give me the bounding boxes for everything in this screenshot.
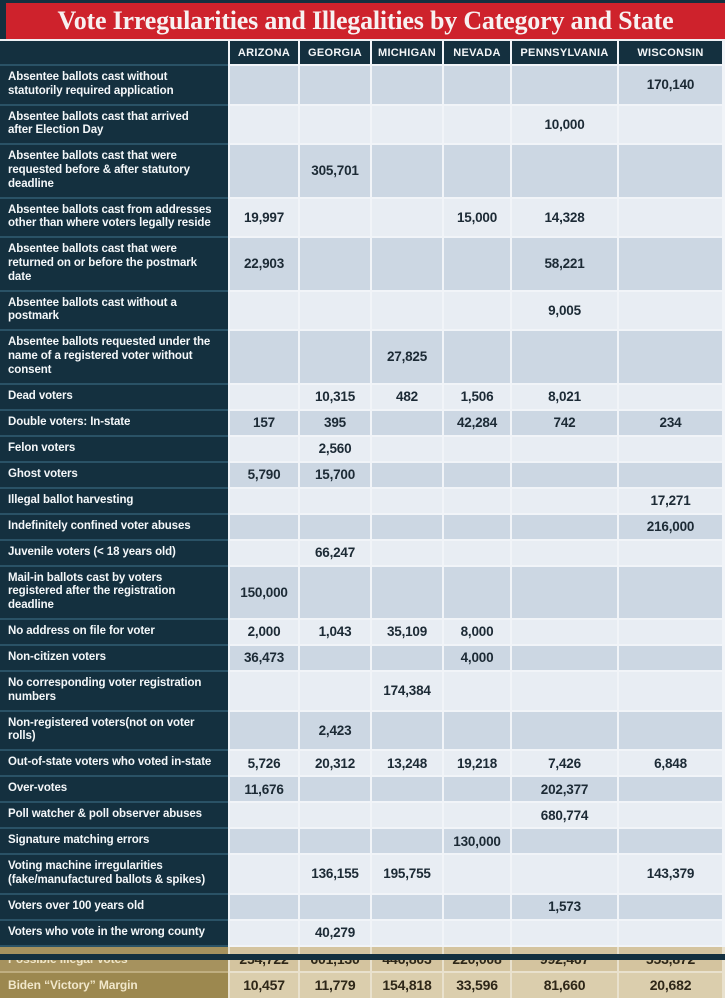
- value-cell: 1,506: [444, 385, 510, 409]
- table-row: [0, 751, 725, 777]
- table-row: [0, 66, 725, 106]
- value-cell: [230, 292, 298, 330]
- value-cell: 40,279: [300, 921, 370, 945]
- row-label: Absentee ballots cast that arrived after Election Day: [0, 106, 228, 144]
- value-cell: [230, 803, 298, 827]
- value-cell: 150,000: [230, 567, 298, 618]
- table-row: [0, 292, 725, 332]
- table-row: [0, 646, 725, 672]
- value-cell: [230, 66, 298, 104]
- value-cell: [300, 292, 370, 330]
- row-label: Mail-in ballots cast by voters registered after the registration deadline: [0, 567, 228, 618]
- value-cell: [300, 803, 370, 827]
- value-cell: [230, 515, 298, 539]
- table-row: [0, 803, 725, 829]
- table-row: [0, 199, 725, 239]
- table-row: [0, 145, 725, 198]
- value-cell: 742: [512, 411, 617, 435]
- value-cell: [230, 437, 298, 461]
- value-cell: 6,848: [619, 751, 722, 775]
- value-cell: 154,818: [372, 973, 442, 997]
- value-cell: 4,000: [444, 646, 510, 670]
- row-label: Non-registered voters(not on voter rolls): [0, 712, 228, 750]
- value-cell: 395: [300, 411, 370, 435]
- row-label: Non-citizen voters: [0, 646, 228, 670]
- value-cell: [372, 567, 442, 618]
- value-cell: [619, 672, 722, 710]
- value-cell: [619, 829, 722, 853]
- value-cell: [300, 567, 370, 618]
- value-cell: 19,997: [230, 199, 298, 237]
- value-cell: [372, 803, 442, 827]
- row-label: Ghost voters: [0, 463, 228, 487]
- table-row: [0, 106, 725, 146]
- value-cell: [300, 331, 370, 382]
- value-cell: [512, 145, 617, 196]
- value-cell: [372, 921, 442, 945]
- value-cell: 305,701: [300, 145, 370, 196]
- row-label: Illegal ballot harvesting: [0, 489, 228, 513]
- value-cell: [300, 895, 370, 919]
- table-row: [0, 855, 725, 895]
- value-cell: [300, 238, 370, 289]
- row-label: Double voters: In-state: [0, 411, 228, 435]
- row-label: No corresponding voter registration numbers: [0, 672, 228, 710]
- value-cell: 35,109: [372, 620, 442, 644]
- value-cell: [230, 331, 298, 382]
- value-cell: 202,377: [512, 777, 617, 801]
- value-cell: [230, 829, 298, 853]
- table-row: [0, 331, 725, 384]
- value-cell: 11,779: [300, 973, 370, 997]
- value-cell: [512, 672, 617, 710]
- value-cell: 13,248: [372, 751, 442, 775]
- value-cell: 1,573: [512, 895, 617, 919]
- value-cell: 2,560: [300, 437, 370, 461]
- value-cell: 136,155: [300, 855, 370, 893]
- row-label: No address on file for voter: [0, 620, 228, 644]
- value-cell: [444, 855, 510, 893]
- value-cell: [372, 145, 442, 196]
- column-header-pennsylvania: PENNSYLVANIA: [512, 41, 617, 64]
- table-row: [0, 712, 725, 752]
- table-row: [0, 515, 725, 541]
- table-row: [0, 777, 725, 803]
- value-cell: [619, 238, 722, 289]
- value-cell: [619, 199, 722, 237]
- value-cell: [372, 895, 442, 919]
- value-cell: [619, 921, 722, 945]
- column-header-michigan: MICHIGAN: [372, 41, 442, 64]
- value-cell: [444, 895, 510, 919]
- column-header-row: [0, 41, 725, 66]
- row-label: Indefinitely confined voter abuses: [0, 515, 228, 539]
- table-row: [0, 437, 725, 463]
- value-cell: [230, 672, 298, 710]
- row-label: Felon voters: [0, 437, 228, 461]
- value-cell: [512, 515, 617, 539]
- row-label: Voting machine irregularities (fake/manufactured ballots & spikes): [0, 855, 228, 893]
- value-cell: [512, 620, 617, 644]
- value-cell: [512, 66, 617, 104]
- value-cell: 482: [372, 385, 442, 409]
- table-row: [0, 411, 725, 437]
- header-corner-cell: [0, 41, 228, 64]
- value-cell: [230, 921, 298, 945]
- value-cell: 19,218: [444, 751, 510, 775]
- value-cell: 8,021: [512, 385, 617, 409]
- value-cell: [372, 463, 442, 487]
- table-row: [0, 238, 725, 291]
- value-cell: 5,790: [230, 463, 298, 487]
- value-cell: 10,457: [230, 973, 298, 997]
- value-cell: [619, 437, 722, 461]
- value-cell: 11,676: [230, 777, 298, 801]
- table-row: [0, 895, 725, 921]
- row-label: Dead voters: [0, 385, 228, 409]
- value-cell: [444, 921, 510, 945]
- row-label: Absentee ballots cast without a postmark: [0, 292, 228, 330]
- value-cell: [372, 106, 442, 144]
- table-row: [0, 672, 725, 712]
- value-cell: [300, 515, 370, 539]
- value-cell: [619, 895, 722, 919]
- value-cell: [444, 292, 510, 330]
- title-banner: [0, 0, 725, 39]
- table-body: [0, 66, 725, 998]
- value-cell: [444, 515, 510, 539]
- value-cell: [512, 463, 617, 487]
- row-label: Absentee ballots cast that were returned on or before the postmark date: [0, 238, 228, 289]
- row-label: Over-votes: [0, 777, 228, 801]
- table-row: [0, 541, 725, 567]
- row-label: Absentee ballots cast without statutorily required application: [0, 66, 228, 104]
- row-label: Signature matching errors: [0, 829, 228, 853]
- value-cell: [230, 712, 298, 750]
- value-cell: [444, 238, 510, 289]
- value-cell: 15,000: [444, 199, 510, 237]
- value-cell: 17,271: [619, 489, 722, 513]
- value-cell: [372, 437, 442, 461]
- value-cell: [619, 803, 722, 827]
- value-cell: 15,700: [300, 463, 370, 487]
- table-row: [0, 921, 725, 947]
- value-cell: [230, 145, 298, 196]
- value-cell: 170,140: [619, 66, 722, 104]
- value-cell: [619, 463, 722, 487]
- value-cell: [300, 199, 370, 237]
- value-cell: 8,000: [444, 620, 510, 644]
- row-label: Absentee ballots requested under the name of a registered voter without consent: [0, 331, 228, 382]
- row-label: Voters who vote in the wrong county: [0, 921, 228, 945]
- value-cell: [300, 646, 370, 670]
- value-cell: [372, 541, 442, 565]
- value-cell: 174,384: [372, 672, 442, 710]
- value-cell: [444, 489, 510, 513]
- value-cell: [230, 895, 298, 919]
- value-cell: 9,005: [512, 292, 617, 330]
- row-label: Juvenile voters (< 18 years old): [0, 541, 228, 565]
- value-cell: [230, 541, 298, 565]
- value-cell: [619, 292, 722, 330]
- value-cell: 7,426: [512, 751, 617, 775]
- table-row: [0, 385, 725, 411]
- value-cell: 680,774: [512, 803, 617, 827]
- value-cell: [230, 385, 298, 409]
- value-cell: [372, 238, 442, 289]
- value-cell: 81,660: [512, 973, 617, 997]
- value-cell: [512, 541, 617, 565]
- table-row: [0, 829, 725, 855]
- value-cell: [230, 106, 298, 144]
- value-cell: [619, 541, 722, 565]
- value-cell: [619, 331, 722, 382]
- row-label: Absentee ballots cast that were requested before & after statutory deadline: [0, 145, 228, 196]
- value-cell: 20,312: [300, 751, 370, 775]
- column-header-arizona: ARIZONA: [230, 41, 298, 64]
- value-cell: [444, 672, 510, 710]
- value-cell: [619, 385, 722, 409]
- table-row: [0, 463, 725, 489]
- value-cell: 2,423: [300, 712, 370, 750]
- value-cell: 157: [230, 411, 298, 435]
- value-cell: [444, 712, 510, 750]
- value-cell: [512, 921, 617, 945]
- value-cell: [512, 437, 617, 461]
- bottom-border-bar: [0, 954, 725, 960]
- value-cell: [512, 829, 617, 853]
- value-cell: 143,379: [619, 855, 722, 893]
- value-cell: 66,247: [300, 541, 370, 565]
- value-cell: [444, 66, 510, 104]
- value-cell: [512, 331, 617, 382]
- value-cell: 27,825: [372, 331, 442, 382]
- value-cell: [444, 106, 510, 144]
- value-cell: 195,755: [372, 855, 442, 893]
- value-cell: [444, 567, 510, 618]
- row-label: Biden “Victory” Margin: [0, 973, 228, 997]
- value-cell: [444, 463, 510, 487]
- value-cell: [300, 106, 370, 144]
- column-header-wisconsin: WISCONSIN: [619, 41, 722, 64]
- table-row: [0, 489, 725, 515]
- value-cell: [619, 646, 722, 670]
- value-cell: [619, 777, 722, 801]
- value-cell: [300, 777, 370, 801]
- table-row: [0, 620, 725, 646]
- value-cell: [372, 411, 442, 435]
- value-cell: [372, 489, 442, 513]
- value-cell: [444, 145, 510, 196]
- value-cell: 1,043: [300, 620, 370, 644]
- column-header-nevada: NEVADA: [444, 41, 510, 64]
- value-cell: [300, 489, 370, 513]
- value-cell: 14,328: [512, 199, 617, 237]
- value-cell: [372, 646, 442, 670]
- value-cell: [444, 541, 510, 565]
- row-label: Poll watcher & poll observer abuses: [0, 803, 228, 827]
- value-cell: [230, 855, 298, 893]
- value-cell: [619, 106, 722, 144]
- row-label: Voters over 100 years old: [0, 895, 228, 919]
- value-cell: 36,473: [230, 646, 298, 670]
- value-cell: [230, 489, 298, 513]
- value-cell: [372, 66, 442, 104]
- value-cell: 5,726: [230, 751, 298, 775]
- value-cell: [512, 855, 617, 893]
- value-cell: [512, 489, 617, 513]
- value-cell: [619, 145, 722, 196]
- value-cell: [619, 620, 722, 644]
- value-cell: 22,903: [230, 238, 298, 289]
- table-row: [0, 567, 725, 620]
- value-cell: 10,315: [300, 385, 370, 409]
- value-cell: [372, 777, 442, 801]
- value-cell: [372, 292, 442, 330]
- value-cell: [512, 712, 617, 750]
- value-cell: [512, 646, 617, 670]
- value-cell: [444, 331, 510, 382]
- value-cell: 33,596: [444, 973, 510, 997]
- value-cell: 20,682: [619, 973, 722, 997]
- value-cell: 216,000: [619, 515, 722, 539]
- value-cell: [444, 777, 510, 801]
- row-label: Absentee ballots cast from addresses other than where voters legally reside: [0, 199, 228, 237]
- row-label: Out-of-state voters who voted in-state: [0, 751, 228, 775]
- value-cell: [300, 672, 370, 710]
- value-cell: 234: [619, 411, 722, 435]
- value-cell: [444, 437, 510, 461]
- value-cell: [372, 515, 442, 539]
- value-cell: [372, 199, 442, 237]
- value-cell: [619, 567, 722, 618]
- value-cell: [300, 66, 370, 104]
- column-header-georgia: GEORGIA: [300, 41, 370, 64]
- table-row: [0, 973, 725, 997]
- page-title: Vote Irregularities and Illegalities by Category and State: [57, 6, 674, 35]
- value-cell: [372, 712, 442, 750]
- value-cell: [512, 567, 617, 618]
- value-cell: 10,000: [512, 106, 617, 144]
- value-cell: 42,284: [444, 411, 510, 435]
- value-cell: [372, 829, 442, 853]
- value-cell: 130,000: [444, 829, 510, 853]
- value-cell: [619, 712, 722, 750]
- value-cell: [444, 803, 510, 827]
- value-cell: 2,000: [230, 620, 298, 644]
- value-cell: [300, 829, 370, 853]
- value-cell: 58,221: [512, 238, 617, 289]
